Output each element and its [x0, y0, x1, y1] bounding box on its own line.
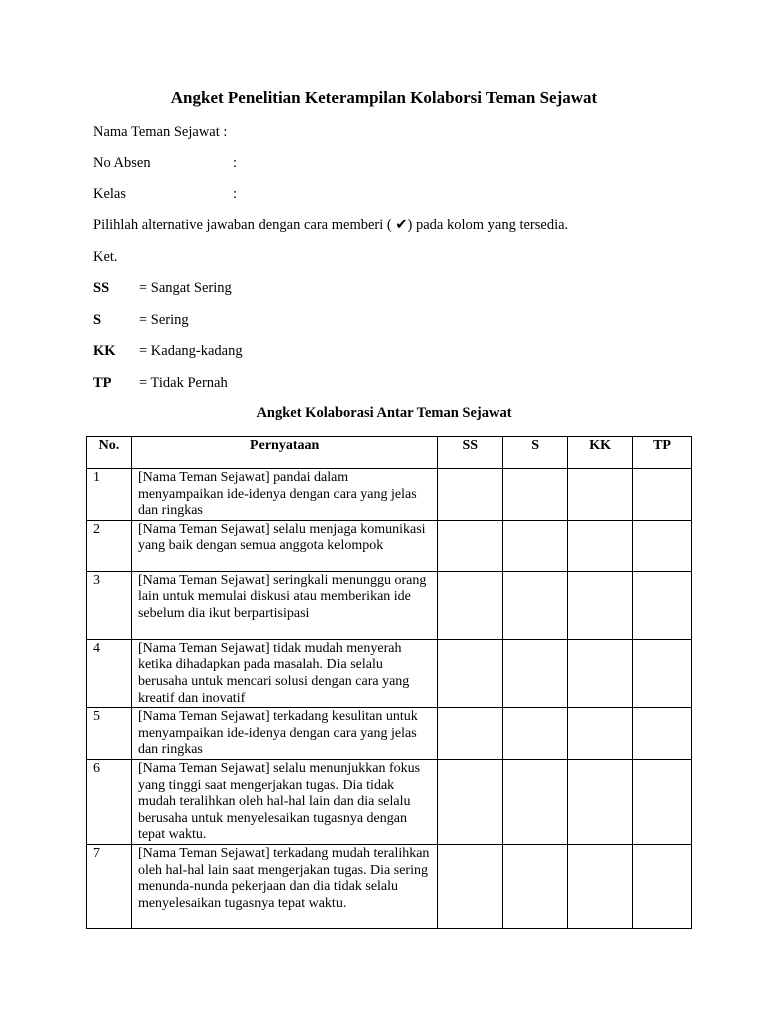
table-title: Angket Kolaborasi Antar Teman Sejawat: [256, 405, 512, 421]
legend-key: SS: [93, 280, 110, 296]
table-row: [87, 571, 692, 639]
answer-cell-tp[interactable]: [633, 520, 692, 571]
row-number: 4: [87, 639, 132, 707]
answer-cell-ss[interactable]: [438, 520, 503, 571]
table-row: [87, 708, 692, 760]
answer-cell-s[interactable]: [503, 571, 568, 639]
row-statement: [Nama Teman Sejawat] pandai dalam menyampaikan ide-idenya dengan cara yang jelas dan ringkas: [131, 469, 437, 521]
row-number: 1: [87, 469, 132, 521]
answer-cell-ss[interactable]: [438, 844, 503, 928]
answer-cell-s[interactable]: [503, 639, 568, 707]
row-number: 2: [87, 520, 132, 571]
legend-key: S: [93, 312, 102, 328]
header-pernyataan: Pernyataan: [131, 437, 437, 469]
legend-value: = Sering: [139, 312, 189, 328]
row-number: 6: [87, 759, 132, 844]
table-row: [87, 844, 692, 928]
survey-table: [86, 436, 692, 929]
table-row: [87, 759, 692, 844]
document-title: Angket Penelitian Keterampilan Kolaborsi Teman Sejawat: [170, 88, 598, 107]
answer-cell-kk[interactable]: [568, 708, 633, 760]
legend-item-tp: [93, 374, 393, 392]
row-number: 7: [87, 844, 132, 928]
answer-cell-tp[interactable]: [633, 639, 692, 707]
answer-cell-tp[interactable]: [633, 708, 692, 760]
header-s: S: [503, 437, 568, 469]
answer-cell-kk[interactable]: [568, 844, 633, 928]
answer-cell-ss[interactable]: [438, 708, 503, 760]
answer-cell-tp[interactable]: [633, 571, 692, 639]
answer-cell-ss[interactable]: [438, 639, 503, 707]
field-label: Nama Teman Sejawat :: [93, 124, 228, 140]
answer-cell-s[interactable]: [503, 708, 568, 760]
answer-cell-ss[interactable]: [438, 759, 503, 844]
field-nama-teman-sejawat: [93, 123, 227, 141]
row-statement: [Nama Teman Sejawat] selalu menunjukkan fokus yang tinggi saat mengerjakan tugas. Dia tidak mudah teralihkan oleh hal-hal lain dan dia selalu berusaha untuk menyelesaikan tugasnya dengan tepat waktu.: [131, 759, 437, 844]
row-number: 5: [87, 708, 132, 760]
row-number: 3: [87, 571, 132, 639]
table-row: [87, 639, 692, 707]
answer-cell-kk[interactable]: [568, 571, 633, 639]
answer-cell-s[interactable]: [503, 759, 568, 844]
answer-cell-tp[interactable]: [633, 759, 692, 844]
answer-cell-ss[interactable]: [438, 571, 503, 639]
row-statement: [Nama Teman Sejawat] seringkali menunggu orang lain untuk memulai diskusi atau memberikan ide sebelum dia ikut berpartisipasi: [131, 571, 437, 639]
field-label: Kelas: [93, 186, 127, 202]
table-header-row: [87, 437, 692, 469]
header-ss: SS: [438, 437, 503, 469]
row-statement: [Nama Teman Sejawat] selalu menjaga komunikasi yang baik dengan semua anggota kelompok: [131, 520, 437, 571]
ket-label: Ket.: [93, 249, 118, 265]
field-colon: :: [233, 155, 238, 171]
legend-item-kk: [93, 342, 393, 360]
header-kk: KK: [568, 437, 633, 469]
table-row: [87, 469, 692, 521]
answer-cell-s[interactable]: [503, 844, 568, 928]
answer-cell-kk[interactable]: [568, 469, 633, 521]
answer-cell-tp[interactable]: [633, 469, 692, 521]
answer-cell-kk[interactable]: [568, 759, 633, 844]
row-statement: [Nama Teman Sejawat] terkadang mudah teralihkan oleh hal-hal lain saat mengerjakan tugas. Dia sering menunda-nunda pekerjaan dan dia tidak selalu menyelesaikan tugasnya tepat waktu.: [131, 844, 437, 928]
table-row: [87, 520, 692, 571]
row-statement: [Nama Teman Sejawat] tidak mudah menyerah ketika dihadapkan pada masalah. Dia selalu berusaha untuk mencari solusi dengan cara yang kreatif dan inovatif: [131, 639, 437, 707]
legend-key: KK: [93, 343, 116, 359]
field-colon: :: [233, 186, 238, 202]
legend-item-s: [93, 311, 393, 329]
field-label: No Absen: [93, 155, 151, 171]
answer-cell-kk[interactable]: [568, 639, 633, 707]
answer-cell-kk[interactable]: [568, 520, 633, 571]
field-kelas: [93, 185, 293, 203]
row-statement: [Nama Teman Sejawat] terkadang kesulitan untuk menyampaikan ide-idenya dengan cara yang jelas dan ringkas: [131, 708, 437, 760]
legend-value: = Kadang-kadang: [139, 343, 243, 359]
header-tp: TP: [633, 437, 692, 469]
legend-key: TP: [93, 375, 112, 391]
answer-cell-s[interactable]: [503, 469, 568, 521]
field-no-absen: [93, 154, 293, 172]
answer-cell-ss[interactable]: [438, 469, 503, 521]
legend-item-ss: [93, 279, 393, 297]
answer-cell-s[interactable]: [503, 520, 568, 571]
legend-value: = Tidak Pernah: [139, 375, 228, 391]
header-no: No.: [87, 437, 132, 469]
answer-cell-tp[interactable]: [633, 844, 692, 928]
instruction-text: Pilihlah alternative jawaban dengan cara memberi ( ✔) pada kolom yang tersedia.: [93, 217, 569, 233]
legend-value: = Sangat Sering: [139, 280, 232, 296]
